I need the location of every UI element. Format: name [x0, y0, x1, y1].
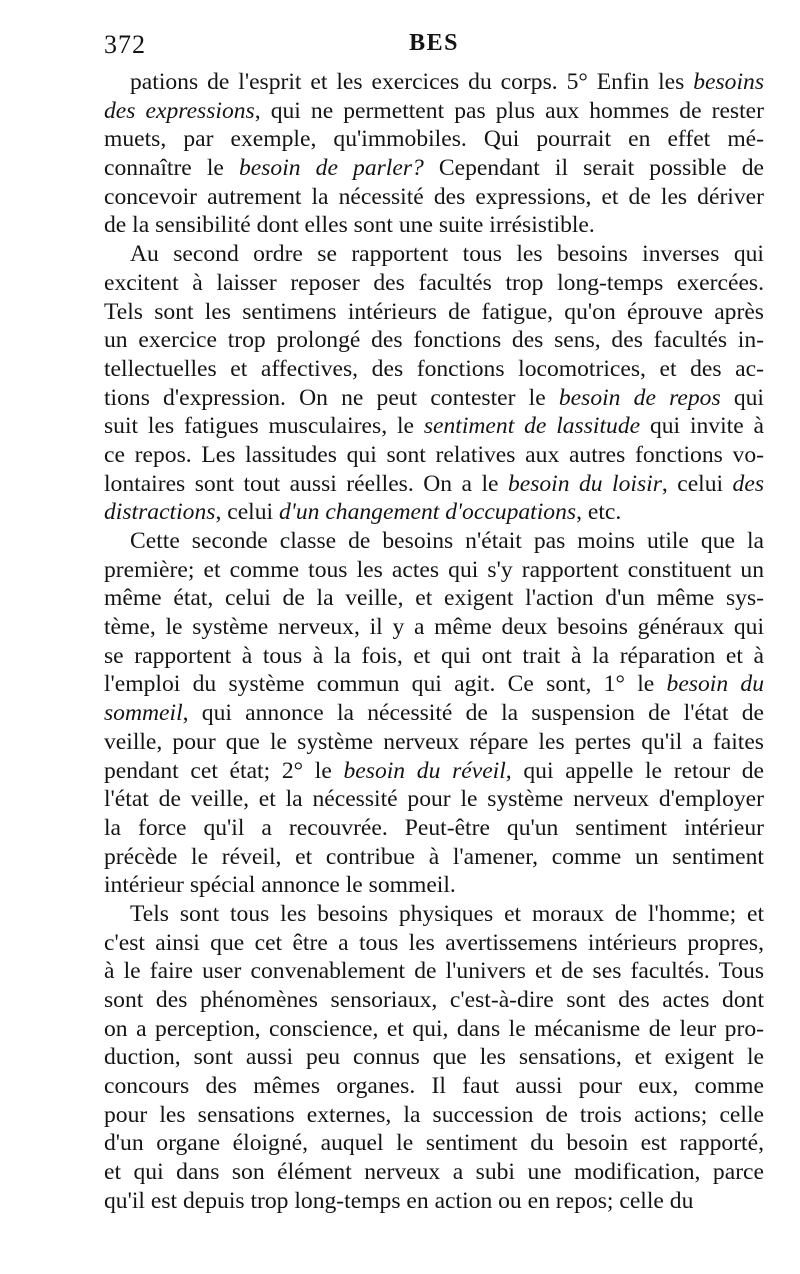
- text-line: [104, 97, 764, 126]
- text-line: [104, 1043, 764, 1072]
- text-line: [104, 1129, 764, 1158]
- text-run: se rapportent à tous à la fois, et qui ont trait à la réparation et à: [104, 642, 764, 669]
- text-run: veille, pour que le système nerveux répare les pertes qu'il a faites: [104, 728, 764, 755]
- italic-text: distractions: [104, 499, 216, 526]
- text-run: l'emploi du système commun qui agit. Ce sont, 1° le: [104, 671, 667, 698]
- text-run: d'un organe éloigné, auquel le sentiment du besoin est rapporté,: [104, 1130, 764, 1157]
- text-line: [104, 183, 764, 212]
- text-run: , etc.: [576, 499, 622, 526]
- text-line: [104, 1101, 764, 1130]
- text-line: [104, 556, 764, 585]
- page-number: 372: [104, 30, 146, 59]
- text-line: [104, 240, 764, 269]
- paragraph: [104, 240, 764, 527]
- text-line: [104, 527, 764, 556]
- text-run: tions d'expression. On ne peut contester le: [104, 384, 559, 411]
- running-title: BES: [409, 30, 459, 56]
- text-run: tellectuelles et affectives, des fonctions locomotrices, et des ac-: [104, 355, 764, 382]
- text-run: même état, celui de la veille, et exigent l'action d'un même sys-: [104, 585, 764, 612]
- text-run: excitent à laisser reposer des facultés trop long-temps exercées.: [104, 269, 764, 296]
- text-line: [104, 298, 764, 327]
- text-line: [104, 986, 764, 1015]
- text-run: muets, par exemple, qu'immobiles. Qui pourrait en effet mé-: [104, 126, 764, 153]
- text-line: [104, 814, 764, 843]
- running-head: [104, 30, 764, 68]
- text-run: pour les sensations externes, la succession de trois actions; celle: [104, 1101, 764, 1128]
- text-line: [104, 355, 764, 384]
- text-run: Cependant il serait possible de: [423, 155, 764, 182]
- text-run: Tels sont tous les besoins physiques et moraux de l'homme; et: [130, 900, 764, 927]
- text-run: duction, sont aussi peu connus que les sensations, et exigent le: [104, 1044, 764, 1071]
- text-line: [104, 1015, 764, 1044]
- text-run: concours des mêmes organes. Il faut aussi pour eux, comme: [104, 1073, 764, 1100]
- text-line: [104, 211, 764, 240]
- text-run: qu'il est depuis trop long-temps en action ou en repos; celle du: [104, 1187, 694, 1214]
- text-run: Au second ordre se rapportent tous les besoins inverses qui: [130, 241, 764, 268]
- text-run: , qui ne permettent pas plus aux hommes de rester: [254, 97, 765, 124]
- text-run: pendant cet état; 2° le: [104, 757, 344, 784]
- italic-text: besoin du réveil: [343, 757, 506, 784]
- paragraph: [104, 527, 764, 900]
- text-run: , celui: [661, 470, 733, 497]
- italic-text: sentiment de lassitude: [423, 413, 641, 440]
- text-line: [104, 613, 764, 642]
- italic-text: besoin du loisir: [507, 470, 662, 497]
- text-run: , celui: [215, 499, 279, 526]
- text-run: , qui appelle le retour de: [505, 757, 765, 784]
- text-line: [104, 957, 764, 986]
- text-run: suit les fatigues musculaires, le: [104, 413, 424, 440]
- text-line: [104, 929, 764, 958]
- text-line: [104, 642, 764, 671]
- text-line: [104, 68, 764, 97]
- italic-text: besoins: [693, 69, 764, 95]
- text-run: ce repos. Les lassitudes qui sont relatives aux autres fonctions vo-: [104, 441, 764, 468]
- text-run: , qui annonce la nécessité de la suspension de l'état de: [182, 700, 764, 727]
- text-run: tème, le système nerveux, il y a même deux besoins généraux qui: [104, 614, 764, 641]
- text-line: [104, 843, 764, 872]
- text-line: [104, 757, 764, 786]
- text-line: [104, 871, 764, 900]
- text-line: [104, 470, 764, 499]
- paragraph: [104, 900, 764, 1216]
- italic-text: des: [732, 470, 764, 497]
- text-run: lontaires sont tout aussi réelles. On a le: [104, 470, 508, 497]
- paragraph: [104, 68, 764, 240]
- text-run: un exercice trop prolongé des fonctions des sens, des facultés in-: [104, 327, 764, 354]
- text-line: [104, 125, 764, 154]
- text-run: de la sensibilité dont elles sont une suite irrésistible.: [104, 212, 595, 239]
- text-line: [104, 154, 764, 183]
- text-run: Cette seconde classe de besoins n'était pas moins utile que la: [130, 528, 764, 554]
- text-run: et qui dans son élément nerveux a subi une modification, parce: [104, 1159, 764, 1186]
- text-run: la force qu'il a recouvrée. Peut-être qu'un sentiment intérieur: [104, 814, 764, 841]
- text-line: [104, 384, 764, 413]
- italic-text: des expressions: [104, 97, 255, 124]
- italic-text: besoin de parler?: [238, 155, 424, 182]
- text-line: [104, 900, 764, 929]
- text-line: [104, 1187, 764, 1216]
- body-text: [104, 68, 764, 1216]
- text-line: [104, 670, 764, 699]
- text-line: [104, 584, 764, 613]
- text-run: connaître le: [104, 155, 239, 182]
- italic-text: d'un changement d'occupations: [278, 499, 577, 526]
- text-run: précède le réveil, et contribue à l'amener, comme un sentiment: [104, 843, 764, 870]
- text-run: intérieur spécial annonce le sommeil.: [104, 872, 456, 899]
- text-line: [104, 1072, 764, 1101]
- text-line: [104, 785, 764, 814]
- text-run: c'est ainsi que cet être a tous les avertissemens intérieurs propres,: [104, 929, 764, 956]
- italic-text: besoin de repos: [558, 384, 721, 411]
- text-run: l'état de veille, et la nécessité pour le système nerveux d'employer: [104, 786, 764, 813]
- text-run: à le faire user convenablement de l'univers et de ses facultés. Tous: [104, 958, 764, 985]
- text-line: [104, 412, 764, 441]
- italic-text: besoin du: [666, 671, 764, 698]
- text-line: [104, 441, 764, 470]
- text-line: [104, 269, 764, 298]
- text-line: [104, 498, 764, 527]
- text-line: [104, 326, 764, 355]
- text-run: première; et comme tous les actes qui s'y rapportent constituent un: [104, 556, 764, 583]
- text-line: [104, 1158, 764, 1187]
- text-run: qui invite à: [640, 413, 764, 440]
- text-run: sont des phénomènes sensoriaux, c'est-à-dire sont des actes dont: [104, 987, 764, 1013]
- text-run: on a perception, conscience, et qui, dans le mécanisme de leur pro-: [104, 1015, 764, 1042]
- text-line: [104, 699, 764, 728]
- text-run: Tels sont les sentimens intérieurs de fatigue, qu'on éprouve après: [104, 298, 764, 325]
- text-run: concevoir autrement la nécessité des expressions, et de les dériver: [104, 183, 764, 210]
- italic-text: sommeil: [104, 700, 183, 727]
- text-run: pations de l'esprit et les exercices du corps. 5° Enfin les: [130, 69, 694, 95]
- text-line: [104, 728, 764, 757]
- document-page: [104, 30, 764, 1216]
- text-run: qui: [720, 384, 764, 411]
